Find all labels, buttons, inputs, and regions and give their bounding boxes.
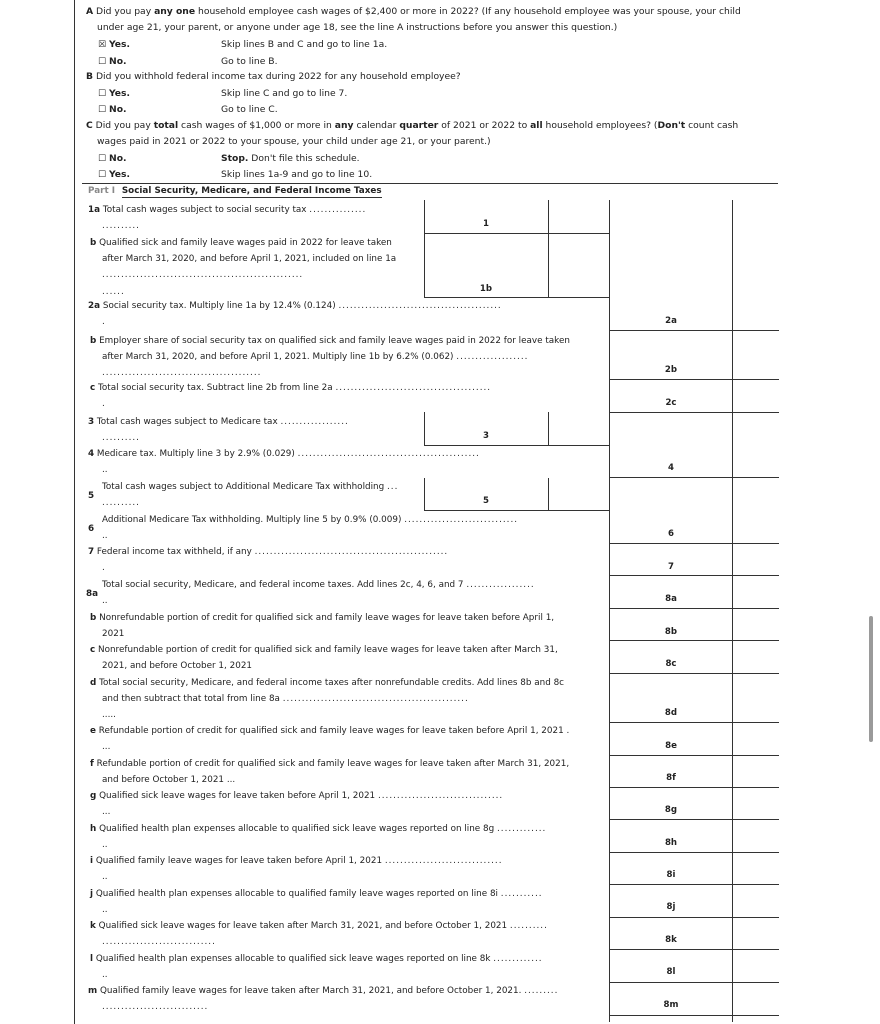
input-1-dollars[interactable] <box>425 201 547 232</box>
input-8f-dollars[interactable] <box>610 756 731 786</box>
line-8l: l Qualified health plan expenses allocable to qualified sick leave wages reported on line 8k ............. <box>90 954 543 964</box>
line-8i-dots: .. <box>102 872 108 882</box>
line-8g-dots: ... <box>102 807 111 817</box>
question-a-yes-note: Skip lines B and C and go to line 1a. <box>221 39 388 50</box>
question-a: A Did you pay any one household employee cash wages of $2,400 or more in 2022? (If any household employee was your spouse, your child <box>86 6 741 17</box>
line-8h-dots: .. <box>102 840 108 850</box>
line-8i: i Qualified family leave wages for leave taken before April 1, 2021 ............................... <box>90 856 503 866</box>
input-8h-dollars[interactable] <box>610 820 731 851</box>
input-2a-dollars[interactable] <box>610 299 731 329</box>
input-3-dollars[interactable] <box>425 413 547 444</box>
question-a-yes-option[interactable]: ☒ Yes. <box>98 39 130 50</box>
line-5: Total cash wages subject to Additional Medicare Tax withholding ... <box>102 482 399 492</box>
input-2b-cents[interactable] <box>733 331 778 378</box>
line-8c: c Nonrefundable portion of credit for qualified sick and family leave wages for leave taken after March 31, <box>90 645 558 655</box>
code-7: 7 <box>668 562 674 572</box>
question-c-line2: wages paid in 2021 or 2022 to your spouse, your child under age 21, or your parent.) <box>97 136 491 147</box>
line-8l-dots: .. <box>102 970 108 980</box>
input-4-dollars[interactable] <box>610 446 731 476</box>
checkbox-checked-icon[interactable]: ☒ <box>98 40 107 50</box>
input-8j-cents[interactable] <box>733 885 778 916</box>
line-1a-dots: .......... <box>102 221 140 231</box>
line-8d-dots: ..... <box>102 710 116 720</box>
entry-5-bottom <box>424 510 610 511</box>
input-8k-cents[interactable] <box>733 918 778 948</box>
vertical-scrollbar-thumb[interactable] <box>869 616 873 742</box>
amount-4-bottom <box>609 477 779 478</box>
line-2b: b Employer share of social security tax on qualified sick and family leave wages paid in 2022 for leave taken <box>90 336 570 346</box>
input-8c-cents[interactable] <box>733 641 778 672</box>
checkbox-icon[interactable]: ☐ <box>98 105 107 115</box>
input-8l-dollars[interactable] <box>610 950 731 981</box>
checkbox-icon[interactable]: ☐ <box>98 57 107 67</box>
line-3: 3 Total cash wages subject to Medicare tax .................. <box>88 417 349 427</box>
code-1b: 1b <box>479 284 493 294</box>
line-5-num: 5 <box>88 491 95 501</box>
code-8c: 8c <box>665 659 677 669</box>
input-2c-cents[interactable] <box>733 380 778 411</box>
line-8k: k Qualified sick leave wages for leave taken after March 31, 2021, and before October 1, 2021 .......... <box>90 921 548 931</box>
code-8a: 8a <box>665 594 677 604</box>
question-a-no-option[interactable]: ☐ No. <box>98 56 127 67</box>
question-c-yes-note: Skip lines 1a-9 and go to line 10. <box>221 169 373 180</box>
line-2b-text2: after March 31, 2020, and before April 1, 2021. Multiply line 1b by 6.2% (0.062) ................... <box>102 352 529 362</box>
input-8g-cents[interactable] <box>733 788 778 818</box>
code-8l: 8l <box>666 967 676 977</box>
line-1b-text2: after March 31, 2020, and before April 1, 2021, included on line 1a <box>102 254 397 264</box>
input-8j-dollars[interactable] <box>610 885 731 916</box>
code-8k: 8k <box>665 935 677 945</box>
line-8b-text2: 2021 <box>102 629 125 639</box>
line-8f: f Refundable portion of credit for qualified sick and family leave wages for leave taken after March 31, 2021, <box>90 759 570 769</box>
line-1b-dots2: ...... <box>102 287 125 297</box>
input-5-dollars[interactable] <box>425 479 547 509</box>
line-5-dots: .......... <box>102 498 140 508</box>
line-8a: Total social security, Medicare, and federal income taxes. Add lines 2c, 4, 6, and 7 .................. <box>102 580 535 590</box>
code-8i: 8i <box>666 870 676 880</box>
line-8g: g Qualified sick leave wages for leave taken before April 1, 2021 ................................. <box>90 791 504 801</box>
input-7-dollars[interactable] <box>610 544 731 574</box>
question-b-yes-option[interactable]: ☐ Yes. <box>98 88 130 99</box>
code-2a: 2a <box>665 316 677 326</box>
line-2b-dots: .......................................... <box>102 368 262 378</box>
input-2b-dollars[interactable] <box>610 331 731 378</box>
line-8k-dots: .............................. <box>102 937 216 947</box>
input-8e-dollars[interactable] <box>610 723 731 754</box>
question-c-no-option[interactable]: ☐ No. <box>98 153 127 164</box>
line-8c-text2: 2021, and before October 1, 2021 <box>102 661 253 671</box>
input-1-cents[interactable] <box>549 201 608 232</box>
line-8e: e Refundable portion of credit for qualified sick and family leave wages for leave taken before April 1, 2021 . <box>90 726 570 736</box>
line-8f-text2: and before October 1, 2021 ... <box>102 775 236 785</box>
question-c-yes-option[interactable]: ☐ Yes. <box>98 169 130 180</box>
line-6-num: 6 <box>88 524 95 534</box>
line-6-dots: .. <box>102 531 108 541</box>
line-8a-dots: .. <box>102 596 108 606</box>
line-8a-num: 8a <box>86 589 99 599</box>
checkbox-icon[interactable]: ☐ <box>98 89 107 99</box>
input-8g-dollars[interactable] <box>610 788 731 818</box>
code-8e: 8e <box>665 741 677 751</box>
code-8h: 8h <box>664 838 678 848</box>
line-3-dots: .......... <box>102 433 140 443</box>
code-8j: 8j <box>666 902 676 912</box>
input-8d-cents[interactable] <box>733 674 778 721</box>
amount-8m-bottom <box>609 1015 779 1016</box>
line-8m: m Qualified family leave wages for leave taken after March 31, 2021, and before October 1, 2021. ......... <box>88 986 559 996</box>
code-2c: 2c <box>665 398 677 408</box>
input-6-cents[interactable] <box>733 511 778 542</box>
input-8a-dollars[interactable] <box>610 576 731 607</box>
input-7-cents[interactable] <box>733 544 778 574</box>
line-4-dots: .. <box>102 465 108 475</box>
line-1b: b Qualified sick and family leave wages paid in 2022 for leave taken <box>90 238 392 248</box>
line-2a-dots: . <box>102 317 105 327</box>
line-8e-dots: ... <box>102 742 111 752</box>
line-8j-dots: .. <box>102 905 108 915</box>
line-1a: 1a Total cash wages subject to social security tax ............... <box>88 205 367 215</box>
question-b-no-option[interactable]: ☐ No. <box>98 104 127 115</box>
input-6-dollars[interactable] <box>610 511 731 542</box>
input-8d-dollars[interactable] <box>610 674 731 721</box>
input-8l-cents[interactable] <box>733 950 778 981</box>
input-4-cents[interactable] <box>733 446 778 476</box>
form-left-border <box>74 0 75 1024</box>
code-4: 4 <box>668 463 674 473</box>
question-a-line2: under age 21, your parent, or anyone under age 18, see the line A instructions before you answer this question.) <box>97 22 618 33</box>
line-4: 4 Medicare tax. Multiply line 3 by 2.9% (0.029) ................................................ <box>88 449 480 459</box>
input-8k-dollars[interactable] <box>610 918 731 948</box>
input-8i-dollars[interactable] <box>610 853 731 883</box>
question-b-no-note: Go to line C. <box>221 104 278 115</box>
input-8a-cents[interactable] <box>733 576 778 607</box>
line-8d-text2: and then subtract that total from line 8a ................................................. <box>102 694 469 704</box>
code-5: 5 <box>483 496 489 506</box>
code-8g: 8g <box>664 805 678 815</box>
question-b: B Did you withhold federal income tax during 2022 for any household employee? <box>86 71 461 82</box>
input-8b-cents[interactable] <box>733 609 778 639</box>
line-2a: 2a Social security tax. Multiply line 1a by 12.4% (0.124) ........................................... <box>88 301 502 311</box>
line-8h: h Qualified health plan expenses allocable to qualified sick leave wages reported on line 8g ............. <box>90 824 547 834</box>
code-2b: 2b <box>664 365 678 375</box>
input-8i-cents[interactable] <box>733 853 778 883</box>
code-1: 1 <box>483 219 489 229</box>
input-8f-cents[interactable] <box>733 756 778 786</box>
input-8h-cents[interactable] <box>733 820 778 851</box>
input-5-cents[interactable] <box>549 479 608 509</box>
code-3: 3 <box>483 431 489 441</box>
part-header: Part I Social Security, Medicare, and Federal Income Taxes <box>88 186 382 196</box>
input-1b-cents[interactable] <box>549 234 608 296</box>
code-8f: 8f <box>666 773 676 783</box>
line-7-dots: . <box>102 563 105 573</box>
amount-2c-bottom <box>609 412 779 413</box>
input-2c-dollars[interactable] <box>610 380 731 411</box>
line-8d: d Total social security, Medicare, and federal income taxes after nonrefundable credits. Add lines 8b and 8c <box>90 678 565 688</box>
question-a-no-note: Go to line B. <box>221 56 278 67</box>
input-8e-cents[interactable] <box>733 723 778 754</box>
line-6: Additional Medicare Tax withholding. Multiply line 5 by 0.9% (0.009) .............................. <box>102 515 519 525</box>
line-8j: j Qualified health plan expenses allocable to qualified family leave wages reported on line 8i ........... <box>90 889 543 899</box>
question-c: C Did you pay total cash wages of $1,000 or more in any calendar quarter of 2021 or 2022 to all household employees? (Don't count cash <box>86 120 739 131</box>
input-2a-cents[interactable] <box>733 299 778 329</box>
input-8c-dollars[interactable] <box>610 641 731 672</box>
part-divider <box>82 183 778 184</box>
input-1b-dollars[interactable] <box>425 234 547 296</box>
code-8m: 8m <box>663 1000 679 1010</box>
code-8d: 8d <box>664 708 678 718</box>
line-2c-dots: . <box>102 399 105 409</box>
line-8m-dots: ............................ <box>102 1002 209 1012</box>
question-c-no-note: Stop. Don't file this schedule. <box>221 153 360 164</box>
question-b-yes-note: Skip line C and go to line 7. <box>221 88 348 99</box>
input-3-cents[interactable] <box>549 413 608 444</box>
input-8b-dollars[interactable] <box>610 609 731 639</box>
line-1b-dots: ..................................................... <box>102 270 304 280</box>
code-6: 6 <box>668 529 674 539</box>
input-8m-dollars[interactable] <box>610 983 731 1014</box>
checkbox-icon[interactable]: ☐ <box>98 170 107 180</box>
line-7: 7 Federal income tax withheld, if any ................................................... <box>88 547 449 557</box>
checkbox-icon[interactable]: ☐ <box>98 154 107 164</box>
line-2c: c Total social security tax. Subtract line 2b from line 2a ......................................... <box>90 383 492 393</box>
input-8m-cents[interactable] <box>733 983 778 1014</box>
line-8b: b Nonrefundable portion of credit for qualified sick and family leave wages for leave taken before April 1, <box>90 613 555 623</box>
code-8b: 8b <box>664 627 678 637</box>
